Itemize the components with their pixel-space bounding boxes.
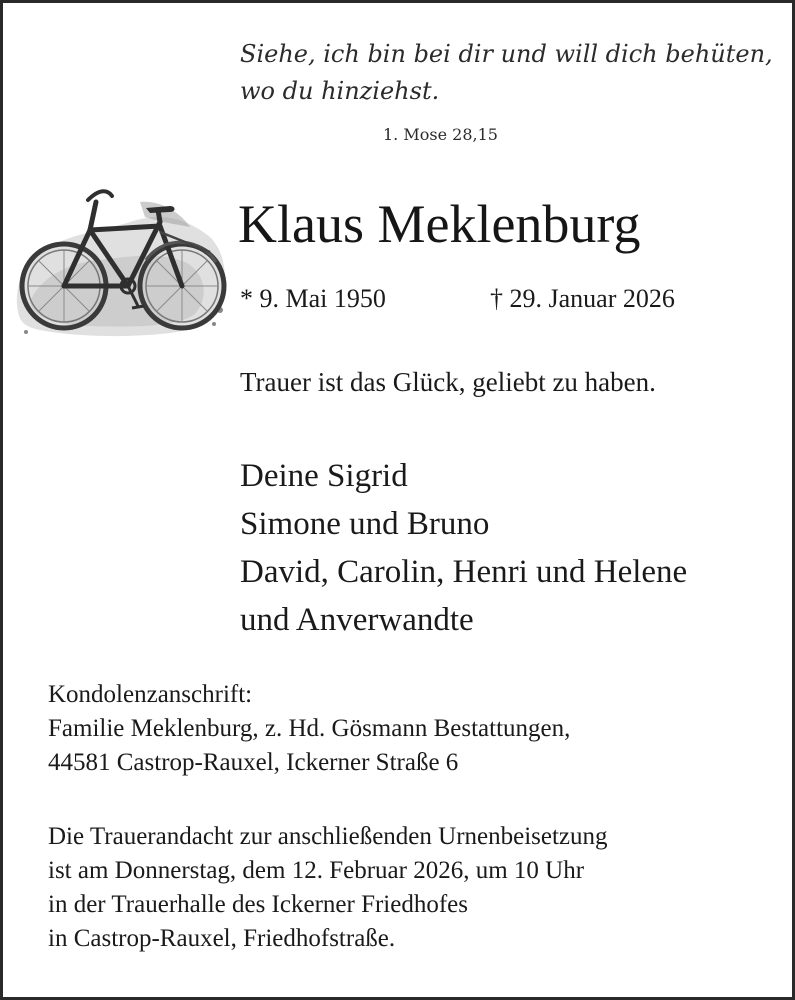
family-line: Simone und Bruno	[240, 506, 490, 542]
service-line: ist am Donnerstag, dem 12. Februar 2026, um 10 Uhr	[48, 857, 585, 884]
family-line: und Anverwandte	[240, 602, 474, 638]
death-date: † 29. Januar 2026	[490, 284, 675, 313]
service-info	[48, 820, 608, 956]
family-line: David, Carolin, Henri und Helene	[240, 554, 688, 590]
verse-reference: 1. Mose 28,15	[383, 125, 498, 144]
bible-verse	[240, 36, 773, 110]
service-line: in Castrop-Rauxel, Friedhofstraße.	[48, 925, 396, 952]
condolence-line: Familie Meklenburg, z. Hd. Gösmann Bestattungen,	[48, 715, 571, 742]
condolence-heading: Kondolenzanschrift:	[48, 681, 253, 708]
bicycle-illustration	[10, 182, 232, 340]
verse-line-1: Siehe, ich bin bei dir und will dich behüten,	[240, 40, 773, 68]
family-signature	[240, 452, 687, 644]
service-line: in der Trauerhalle des Ickerner Friedhofes	[48, 891, 468, 918]
condolence-address	[48, 678, 570, 780]
family-line: Deine Sigrid	[240, 458, 408, 494]
service-line: Die Trauerandacht zur anschließenden Urnenbeisetzung	[48, 823, 608, 850]
motto-line: Trauer ist das Glück, geliebt zu haben.	[240, 367, 656, 397]
condolence-line: 44581 Castrop-Rauxel, Ickerner Straße 6	[48, 749, 459, 776]
verse-line-2: wo du hinziehst.	[240, 77, 440, 105]
birth-date: * 9. Mai 1950	[240, 284, 386, 313]
deceased-name: Klaus Meklenburg	[238, 194, 641, 254]
